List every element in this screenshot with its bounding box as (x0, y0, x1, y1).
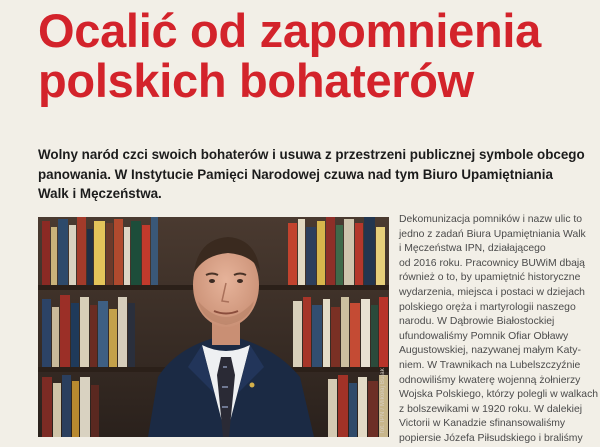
body-line: polskiego oręża i martyrologii naszego (399, 301, 576, 313)
body-line: Augustowskiej, nazywanej małym Katy- (399, 345, 581, 357)
body-line: również o to, by upamiętnić historyczne (399, 272, 581, 284)
body-line: Dekomunizacja pomników i nazw ulic to (399, 214, 583, 225)
article-lead (38, 145, 585, 204)
lead-line-2: panowania. W Instytucie Pamięci Narodowej czuwa nad tym Biuro Upamiętniania (38, 166, 553, 182)
body-line: od 2016 roku. Pracownicy BUWiM dbają (399, 257, 585, 269)
portrait-photo (38, 217, 389, 437)
body-line: Victorii w Kanadzie sfinansowaliśmy (399, 418, 566, 430)
body-line: niem. W Trawnikach na Lubelszczyźnie (399, 359, 581, 371)
headline-line-2: polskich bohaterów (38, 54, 474, 107)
portrait-illustration (38, 217, 389, 437)
body-line: ufundowaliśmy Pomnik Ofiar Obławy (399, 330, 569, 342)
article-body-column (399, 213, 599, 447)
body-line: Wojska Polskiego, którzy polegli w walkach (399, 389, 599, 401)
body-line: i Męczeństwa IPN, działającego (399, 243, 546, 255)
body-line: wydarzenia, miejsca i postaci w dziejach (399, 286, 585, 298)
article-headline (38, 6, 598, 106)
lead-line-3: Walk i Męczeństwa. (38, 186, 162, 201)
headline-line-1: Ocalić od zapomnienia (38, 4, 541, 57)
body-line: narodu. W Dąbrowie Białostockiej (399, 316, 555, 328)
photo-credit: fot. IPN / Mikołaj Bujak (380, 367, 386, 433)
body-line: popiersie Józefa Piłsudskiego i braliśmy (399, 432, 583, 444)
lead-line-1: Wolny naród czci swoich bohaterów i usuwa z przestrzeni publicznej symbole obcego (38, 147, 585, 162)
body-line: odnowiliśmy kwaterę wojenną żołnierzy (399, 374, 581, 386)
body-line: jedno z zadań Biura Upamiętniania Walk (399, 228, 586, 240)
body-line: z bolszewikami w 1920 roku. W dalekiej (399, 403, 583, 415)
